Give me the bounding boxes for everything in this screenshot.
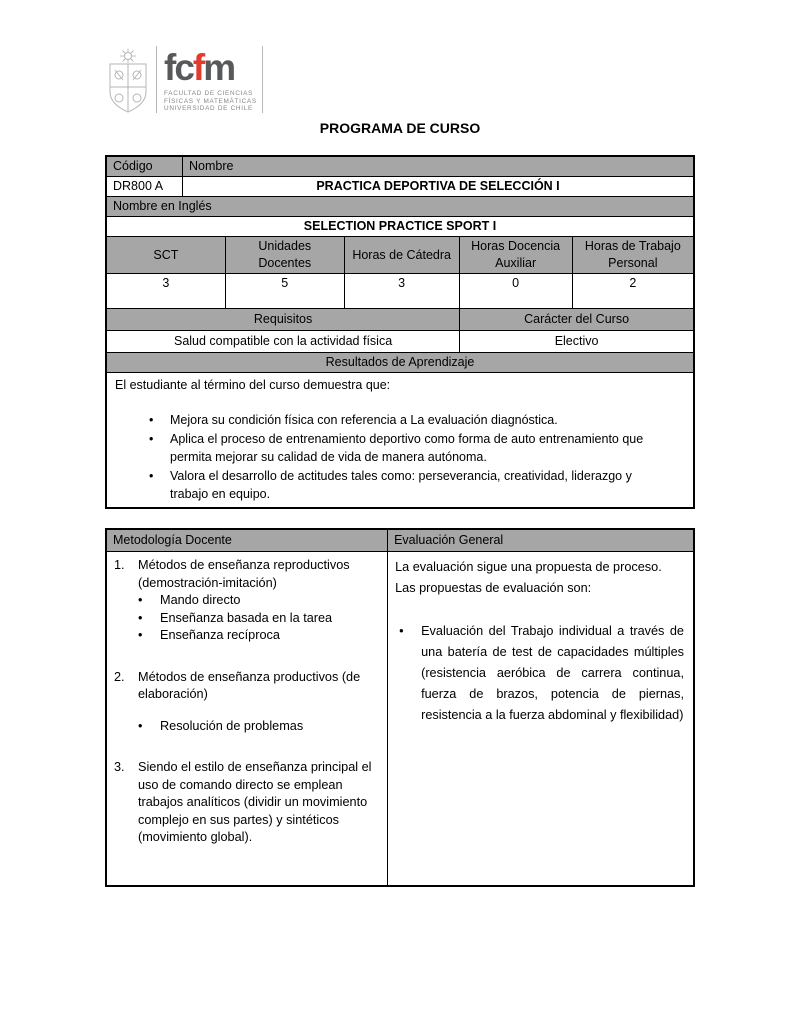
list-item xyxy=(115,430,685,467)
requisitos-value-cell: Salud compatible con la actividad física xyxy=(173,334,393,348)
resultados-bullet-text: Mejora su condición física con referencia a La evaluación diagnóstica. xyxy=(170,413,558,427)
metodologia-content-cell xyxy=(107,552,387,885)
row-nombre-ingles-value xyxy=(107,216,693,236)
evaluacion-bullet-text: Evaluación del Trabajo individual a través de una batería de test de capacidades múltiples (resistencia aeróbica de carrera continua, fuerza de brazos, potencia de piernas, resistencia a la fuerza abdominal y flexibilidad) xyxy=(421,624,684,722)
bullet-icon xyxy=(149,411,170,430)
evaluacion-content-cell xyxy=(387,552,693,885)
caracter-value-cell: Electivo xyxy=(459,331,693,352)
resultados-bullet-text: Valora el desarrollo de actitudes tales como: perseverancia, creatividad, liderazgo y trabajo en equipo. xyxy=(170,468,632,501)
logo-letter-m: m xyxy=(203,47,235,88)
nombre-label-cell: Nombre xyxy=(182,157,693,176)
value-sct: 3 xyxy=(162,276,170,290)
sub-bullet-text: Enseñanza basada en la tarea xyxy=(160,610,333,625)
metodologia-header-cell: Metodología Docente xyxy=(107,530,387,551)
logo-letter-f-red: f xyxy=(192,47,204,88)
resultados-intro: El estudiante al término del curso demuestra que: xyxy=(115,378,391,392)
bullet-icon xyxy=(149,467,170,504)
spacer xyxy=(114,735,378,749)
bullet-icon xyxy=(138,610,160,628)
logo-text-block xyxy=(156,46,263,113)
spacer xyxy=(114,645,378,659)
fcfm-logo xyxy=(106,46,263,114)
list-item xyxy=(114,592,378,610)
header-unidades-docentes: Unidades Docentes xyxy=(225,237,344,273)
resultados-content-cell xyxy=(107,373,693,507)
item-text: Siendo el estilo de enseñanza principal el uso de comando directo se emplean trabajos analíticos (dividir un movimiento complejo en sus partes) y sintéticos (movimiento global). xyxy=(138,760,372,844)
logo-subtitle-line3: UNIVERSIDAD DE CHILE xyxy=(164,105,253,112)
list-item xyxy=(115,467,685,504)
bullet-icon xyxy=(395,621,421,726)
evaluacion-intro: La evaluación sigue una propuesta de proceso. Las propuestas de evaluación son: xyxy=(395,560,662,595)
list-item xyxy=(115,411,685,430)
codigo-label-cell: Código xyxy=(107,157,182,176)
item-number: 3. xyxy=(114,760,125,774)
logo-subtitle xyxy=(164,90,257,113)
bullet-icon xyxy=(138,718,160,736)
nombre-ingles-label-cell: Nombre en Inglés xyxy=(107,197,693,216)
row-requisitos-caracter-values xyxy=(107,330,693,352)
resultados-bullet-list xyxy=(115,411,685,504)
methodology-evaluation-table xyxy=(105,528,695,887)
value-unidades-docentes: 5 xyxy=(225,274,344,308)
row-resultados-label xyxy=(107,352,693,372)
university-crest-icon xyxy=(106,48,150,114)
requisitos-label-cell: Requisitos xyxy=(107,309,459,330)
list-item xyxy=(395,621,684,726)
page-title: PROGRAMA DE CURSO xyxy=(319,120,481,136)
resultados-label-cell: Resultados de Aprendizaje xyxy=(107,353,693,372)
nombre-ingles-value-cell: SELECTION PRACTICE SPORT I xyxy=(303,219,497,233)
value-horas-docencia-auxiliar: 0 xyxy=(459,274,572,308)
logo-subtitle-line2: FÍSICAS Y MATEMÁTICAS xyxy=(164,97,257,105)
sub-bullet-text: Mando directo xyxy=(160,593,241,607)
item-number: 1. xyxy=(114,558,125,572)
header-horas-trabajo-personal: Horas de Trabajo Personal xyxy=(572,237,693,273)
logo-letters-fc: fc xyxy=(164,47,193,88)
item-text: Métodos de enseñanza productivos (de elaboración) xyxy=(138,669,361,701)
value-horas-catedra: 3 xyxy=(344,274,459,308)
row-hours-headers xyxy=(107,236,693,273)
header-horas-catedra: Horas de Cátedra xyxy=(344,237,459,273)
course-info-table xyxy=(105,155,695,509)
logo-subtitle-line1: FACULTAD DE CIENCIAS xyxy=(164,90,254,97)
codigo-value-cell: DR800 A xyxy=(113,179,164,193)
item-number: 2. xyxy=(114,669,125,684)
list-item xyxy=(114,610,378,628)
bullet-icon xyxy=(149,430,170,467)
list-item xyxy=(114,627,378,645)
nombre-value-cell: PRACTICA DEPORTIVA DE SELECCIÓN I xyxy=(182,177,693,196)
fcfm-wordmark xyxy=(164,47,257,88)
row-codigo-nombre-labels xyxy=(107,157,693,176)
bullet-icon xyxy=(138,627,160,645)
row-method-eval-body xyxy=(107,551,693,885)
list-item xyxy=(114,759,378,847)
row-method-eval-headers xyxy=(107,530,693,551)
caracter-label-cell: Carácter del Curso xyxy=(459,309,693,330)
sub-bullet-text: Resolución de problemas xyxy=(160,718,304,733)
header-sct: SCT xyxy=(107,237,225,273)
row-resultados-content xyxy=(107,372,693,507)
item-text: Métodos de enseñanza reproductivos (demostración-imitación) xyxy=(138,558,350,590)
value-horas-trabajo-personal: 2 xyxy=(572,274,693,308)
bullet-icon xyxy=(138,592,160,610)
row-hours-values xyxy=(107,273,693,308)
sub-bullet-text: Enseñanza recíproca xyxy=(160,628,280,642)
list-item xyxy=(114,557,378,592)
row-requisitos-caracter-labels xyxy=(107,308,693,330)
list-item xyxy=(114,669,378,704)
row-nombre-ingles-label xyxy=(107,196,693,216)
list-item xyxy=(114,718,378,736)
evaluacion-header-cell: Evaluación General xyxy=(387,530,693,551)
header-horas-docencia-auxiliar: Horas Docencia Auxiliar xyxy=(459,237,572,273)
resultados-bullet-text: Aplica el proceso de entrenamiento deportivo como forma de auto entrenamiento que permita mejorar su calidad de vida de manera autónoma. xyxy=(170,431,644,464)
row-codigo-nombre-values xyxy=(107,176,693,196)
